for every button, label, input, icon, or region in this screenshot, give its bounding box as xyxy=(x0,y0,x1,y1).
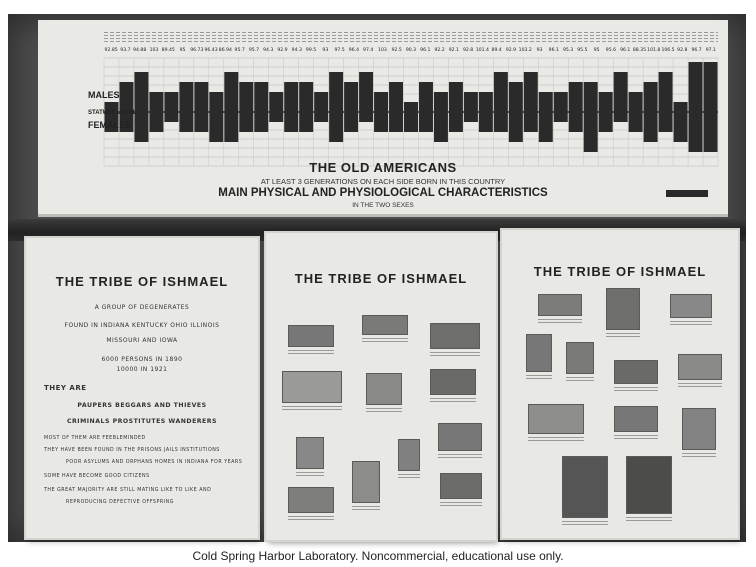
females-bar xyxy=(419,112,433,132)
exhibit-photo xyxy=(614,360,658,384)
females-bar xyxy=(464,112,478,122)
exhibit-photograph xyxy=(8,14,746,542)
photo-caption xyxy=(438,454,482,460)
males-bar xyxy=(704,62,718,112)
exhibit-photo xyxy=(288,487,334,513)
photo-caption xyxy=(362,338,408,344)
exhibit-photo xyxy=(614,406,658,432)
chart-value-label: 94.3 xyxy=(291,48,302,53)
exhibit-photo xyxy=(626,456,672,514)
photo-caption xyxy=(538,319,582,325)
females-bar xyxy=(284,112,298,132)
males-bar xyxy=(524,72,538,112)
exhibit-photo xyxy=(526,334,552,372)
females-bar xyxy=(659,112,673,132)
females-bar xyxy=(134,112,148,142)
chart-value-label: 103 xyxy=(149,48,159,53)
exhibit-photo xyxy=(566,342,594,374)
board1-line7: CRIMINALS PROSTITUTES WANDERERS xyxy=(66,418,218,425)
chart-value-label: 92.8 xyxy=(677,48,688,53)
photo-caption xyxy=(366,408,402,414)
board1-title: THE TRIBE OF ISHMAEL xyxy=(55,274,229,289)
chart-value-label: 96.7 xyxy=(691,48,702,53)
males-bar xyxy=(674,102,688,112)
females-bar xyxy=(449,112,463,132)
chart-value-label: 95.7 xyxy=(248,48,260,53)
chart-value-label: 89.45 xyxy=(161,48,175,53)
females-bar xyxy=(164,112,178,122)
photo-caption xyxy=(682,453,716,459)
board1-line9: THEY HAVE BEEN FOUND IN THE PRISONS JAILS INSTITUTIONS xyxy=(44,448,220,453)
chart-value-label: 92.1 xyxy=(448,48,459,53)
board-tribe-text xyxy=(26,238,258,538)
photo-caption xyxy=(296,472,324,478)
females-bar xyxy=(494,112,508,132)
males-bar xyxy=(644,82,658,112)
females-bar xyxy=(209,112,223,142)
board1-line10: POOR ASYLUMS AND ORPHANS HOMES IN INDIANA FOR YEARS xyxy=(66,460,243,465)
males-bar xyxy=(149,92,163,112)
females-bar xyxy=(629,112,643,132)
chart-value-label: 86.94 xyxy=(218,48,232,53)
males-bar xyxy=(194,82,208,112)
photo-caption xyxy=(562,521,608,527)
photo-caption xyxy=(288,350,334,356)
males-bar xyxy=(614,72,628,112)
females-bar xyxy=(509,112,523,142)
females-bar xyxy=(689,112,703,152)
board1-they-are: THEY ARE xyxy=(44,384,87,392)
exhibit-photo xyxy=(678,354,722,380)
chart-value-label: 96.73 xyxy=(190,48,204,53)
chart-label-females: FEMALES xyxy=(88,120,132,130)
chart-value-label: 92.5 xyxy=(391,48,402,53)
board2-title: THE TRIBE OF ISHMAEL xyxy=(294,271,468,286)
exhibit-photo xyxy=(682,408,716,450)
chart-title: THE OLD AMERICANS xyxy=(309,160,457,175)
chart-value-label: 92.85 xyxy=(104,48,118,53)
photo-caption xyxy=(626,517,672,523)
board1-line11: SOME HAVE BECOME GOOD CITIZENS xyxy=(44,474,150,479)
exhibit-photo xyxy=(440,473,482,499)
females-bar xyxy=(329,112,343,142)
photo-caption xyxy=(398,474,420,480)
females-bar xyxy=(569,112,583,132)
males-bar xyxy=(224,72,238,112)
board1-line4: 6000 PERSONS IN 1890 xyxy=(101,356,183,363)
photo-caption xyxy=(566,377,594,383)
chart-value-label: 95.7 xyxy=(234,48,245,53)
males-bar xyxy=(329,72,343,112)
chart-value-label: 96.1 xyxy=(548,48,559,53)
chart-value-label: 94.3 xyxy=(263,48,274,53)
photo-caption xyxy=(614,387,658,393)
chart-value-label: 95.6 xyxy=(605,48,617,53)
females-bar xyxy=(524,112,538,132)
females-bar xyxy=(224,112,238,142)
exhibit-photo xyxy=(362,315,408,335)
chart-value-label: 97.5 xyxy=(334,48,345,53)
photo-caption xyxy=(430,352,480,358)
chart-value-label: 88.35 xyxy=(632,48,647,53)
females-bar xyxy=(359,112,373,122)
chart-value-label: 93.7 xyxy=(120,48,131,53)
females-bar xyxy=(434,112,448,142)
photo-caption xyxy=(528,437,584,443)
board1-line12: THE GREAT MAJORITY ARE STILL MATING LIKE TO LIKE AND xyxy=(44,488,212,493)
males-bar xyxy=(419,82,433,112)
males-bar xyxy=(254,82,268,112)
board1-line1: A GROUP OF DEGENERATES xyxy=(94,304,190,311)
males-bar xyxy=(314,92,328,112)
males-bar xyxy=(554,92,568,112)
males-bar xyxy=(209,92,223,112)
chart-value-label: 93 xyxy=(322,48,329,53)
chart-column-headers xyxy=(104,30,718,44)
females-bar xyxy=(614,112,628,122)
males-bar xyxy=(659,72,673,112)
photo-caption xyxy=(352,506,380,512)
chart-value-label: 90.3 xyxy=(405,48,417,53)
board1-line6: PAUPERS BEGGARS AND THIEVES xyxy=(77,402,207,409)
females-bar xyxy=(554,112,568,122)
chart-value-label: 96.1 xyxy=(620,48,631,53)
males-bar xyxy=(179,82,193,112)
females-bar xyxy=(269,112,283,122)
males-bar xyxy=(404,102,418,112)
chart-value-label: 97.1 xyxy=(705,48,716,53)
males-bar xyxy=(494,72,508,112)
males-bar xyxy=(569,82,583,112)
males-bar xyxy=(509,82,523,112)
copyright-footer: Cold Spring Harbor Laboratory. Noncommercial, educational use only. xyxy=(192,549,564,563)
females-bar xyxy=(149,112,163,132)
chart-label-males: MALES xyxy=(88,90,120,100)
board1-line2: FOUND IN INDIANA KENTUCKY OHIO ILLINOIS xyxy=(64,322,220,329)
chart-value-label: 92.9 xyxy=(277,48,288,53)
chart-subtitle: AT LEAST 3 GENERATIONS ON EACH SIDE BORN IN THIS COUNTRY xyxy=(260,177,506,186)
males-bar xyxy=(299,82,313,112)
females-bar xyxy=(389,112,403,132)
chart-value-label: 92.8 xyxy=(462,48,474,53)
females-bar xyxy=(299,112,313,132)
males-bar xyxy=(464,92,478,112)
photo-caption xyxy=(430,398,476,404)
exhibit-photo xyxy=(398,439,420,471)
exhibit-photo xyxy=(528,404,584,434)
exhibit-photo xyxy=(282,371,342,403)
females-bar xyxy=(599,112,613,132)
exhibit-photo xyxy=(296,437,324,469)
females-bar xyxy=(374,112,388,132)
photo-caption xyxy=(282,406,342,412)
males-bar xyxy=(449,82,463,112)
chart-label-stature: STATURE LEVEL xyxy=(88,110,137,116)
males-bar xyxy=(629,92,643,112)
photo-caption xyxy=(606,333,640,339)
chart-value-label: 101.4 xyxy=(475,48,489,53)
exhibit-photo xyxy=(670,294,712,318)
females-bar xyxy=(539,112,553,142)
chart-value-label: 96.43 xyxy=(204,48,218,53)
males-bar xyxy=(119,82,133,112)
males-bar xyxy=(479,92,493,112)
chart-sexes: IN THE TWO SEXES xyxy=(352,202,414,209)
males-bar xyxy=(434,92,448,112)
females-bar xyxy=(344,112,358,132)
females-bar xyxy=(404,112,418,132)
females-bar xyxy=(674,112,688,142)
males-bar xyxy=(164,92,178,112)
chart-value-label: 106.5 xyxy=(661,48,675,53)
females-bar xyxy=(704,112,718,152)
board-tribe-photos-1 xyxy=(266,233,496,540)
females-bar xyxy=(314,112,328,122)
board-tribe-photos-2 xyxy=(502,230,738,538)
chart-value-label: 89.4 xyxy=(491,48,502,53)
exhibit-photo xyxy=(562,456,608,518)
females-bar xyxy=(584,112,598,152)
males-bar xyxy=(134,72,148,112)
board1-line5: 10000 IN 1921 xyxy=(116,366,168,373)
photo-caption xyxy=(670,321,712,327)
females-bar xyxy=(194,112,208,132)
chart-value-label: 96.4 xyxy=(348,48,360,53)
photo-caption xyxy=(526,375,552,381)
exhibit-photo xyxy=(288,325,334,347)
males-bar xyxy=(344,82,358,112)
chart-value-label: 101.8 xyxy=(647,48,661,53)
males-bar xyxy=(689,62,703,112)
chart-board-old-americans xyxy=(38,20,728,217)
exhibit-photo xyxy=(366,373,402,405)
exhibit-photo xyxy=(538,294,582,316)
chart-value-label: 95 xyxy=(593,48,600,53)
chart-value-label: 94.88 xyxy=(133,48,147,53)
females-bar xyxy=(479,112,493,132)
chart-value-label: 103.2 xyxy=(518,48,532,53)
chart-value-label: 93 xyxy=(536,48,543,53)
females-bar xyxy=(239,112,253,132)
chart-main-title: MAIN PHYSICAL AND PHYSIOLOGICAL CHARACTERISTICS xyxy=(218,187,548,199)
board3-title: THE TRIBE OF ISHMAEL xyxy=(533,264,707,279)
chart-value-label: 103 xyxy=(378,48,387,53)
males-bar xyxy=(584,82,598,112)
board1-line8: MOST OF THEM ARE FEEBLEMINDED xyxy=(44,436,146,441)
exhibit-photo xyxy=(352,461,380,503)
chart-value-label: 92.9 xyxy=(505,48,517,53)
exhibit-photo xyxy=(430,369,476,395)
photo-caption xyxy=(440,502,482,508)
males-bar xyxy=(359,72,373,112)
females-bar xyxy=(644,112,658,142)
males-bar xyxy=(269,92,283,112)
chart-value-label: 97.4 xyxy=(363,48,374,53)
photo-caption xyxy=(288,516,334,522)
females-bar xyxy=(179,112,193,132)
board1-line13: REPRODUCING DEFECTIVE OFFSPRING xyxy=(66,500,174,505)
males-bar xyxy=(389,82,403,112)
males-bar xyxy=(599,92,613,112)
males-bar xyxy=(284,82,298,112)
exhibit-photo xyxy=(438,423,482,451)
photo-caption xyxy=(614,435,658,441)
exhibit-photo xyxy=(430,323,480,349)
photo-caption xyxy=(678,383,722,389)
females-bar xyxy=(254,112,268,132)
males-bar xyxy=(539,92,553,112)
chart-value-label: 95 xyxy=(179,48,186,53)
chart-value-label: 96.1 xyxy=(420,48,431,53)
males-bar xyxy=(239,82,253,112)
males-bar xyxy=(374,92,388,112)
chart-value-label: 95.3 xyxy=(562,48,574,53)
chart-value-label: 95.5 xyxy=(577,48,588,53)
exhibit-photo xyxy=(606,288,640,330)
board1-line3: MISSOURI AND IOWA xyxy=(106,337,178,344)
chart-value-label: 99.5 xyxy=(305,48,317,53)
chart-value-label: 92.2 xyxy=(434,48,445,53)
